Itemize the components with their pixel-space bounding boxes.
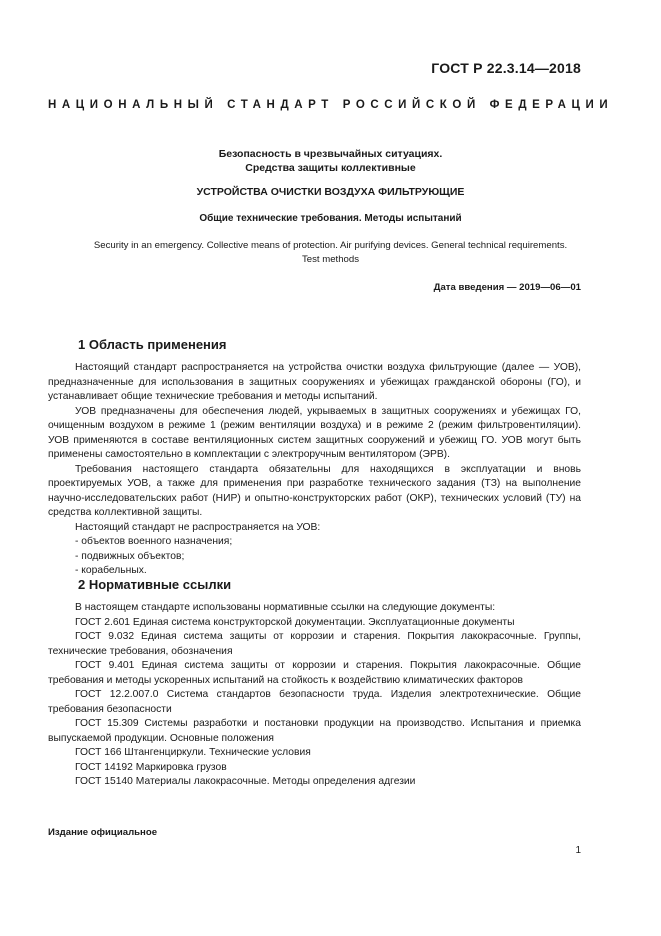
section-1-body [48,361,581,579]
official-edition-label: Издание официальное [48,827,158,838]
paragraph: В настоящем стандарте использованы нормативные ссылки на следующие документы: [75,602,496,613]
english-title-line-1: Security in an emergency. Collective means of protection. Air purifying devices. General technical requirements. [93,240,568,251]
paragraph: Настоящий стандарт не распространяется на УОВ: [75,521,321,533]
section-2-heading: 2 Нормативные ссылки [78,577,232,592]
national-standard-title: НАЦИОНАЛЬНЫЙ СТАНДАРТ РОССИЙСКОЙ ФЕДЕРАЦИИ [48,99,614,111]
list-item: - корабельных. [75,565,147,576]
reference-item: ГОСТ 15.309 Системы разработки и постановки продукции на производство. Испытания и приемка выпускаемой продукции. Основные положения [48,718,581,744]
list-item: - объектов военного назначения; [75,536,233,547]
section-1-heading: 1 Область применения [78,337,227,352]
paragraph: Требования настоящего стандарта обязательны для находящихся в эксплуатации и вновь проектируемых УОВ, а также для применения при разработке технического задания (ТЗ) на выполнение научно-исследовательских работ (НИР) и опытно-конструкторских работ (ОКР), технических условий (ТУ) на средства коллективной защиты. [48,463,581,518]
page-number: 1 [575,845,581,856]
title-line-1: Безопасность в чрезвычайных ситуациях. [218,148,443,160]
subtitle: Общие технические требования. Методы испытаний [199,213,462,224]
english-title [60,239,601,267]
introduction-date: Дата введения — 2019—06—01 [433,282,581,293]
title-line-2: Средства защиты коллективные [245,162,416,174]
english-title-line-2: Test methods [301,254,360,265]
reference-item: ГОСТ 2.601 Единая система конструкторской документации. Эксплуатационные документы [75,616,515,628]
reference-item: ГОСТ 12.2.007.0 Система стандартов безопасности труда. Изделия электротехнические. Общие требования безопасности [48,689,581,715]
standard-code: ГОСТ Р 22.3.14—2018 [431,60,581,76]
reference-item: ГОСТ 9.032 Единая система защиты от коррозии и старения. Покрытия лакокрасочные. Группы, технические требования, обозначения [48,631,581,657]
list-item: - подвижных объектов; [75,550,185,562]
reference-item: ГОСТ 14192 Маркировка грузов [75,761,227,773]
paragraph: УОВ предназначены для обеспечения людей, укрываемых в защитных сооружениях и убежищах ГО, очищенным воздухом в режиме 1 (режим вентиляции воздуха) и в режиме 2 (режим фильтровентиляции). УОВ применяются в составе вентиляционных систем защитных сооружений и убежищ ГО. УОВ могут быть применены самостоятельно в комплектации с электроручным вентилятором (ЭРВ). [48,405,581,460]
reference-item: ГОСТ 166 Штангенциркули. Технические условия [75,747,311,758]
section-2-body [48,601,581,790]
main-title: УСТРОЙСТВА ОЧИСТКИ ВОЗДУХА ФИЛЬТРУЮЩИЕ [196,186,465,198]
reference-item: ГОСТ 15140 Материалы лакокрасочные. Методы определения адгезии [75,776,416,787]
paragraph: Настоящий стандарт распространяется на устройства очистки воздуха фильтрующие (далее — УОВ), предназначенные для использования в защитных сооружениях и убежищах гражданской обороны (ГО), и устанавливает общие технические требования и методы испытаний. [48,362,581,402]
title-block [48,147,613,175]
reference-item: ГОСТ 9.401 Единая система защиты от коррозии и старения. Покрытия лакокрасочные. Общие требования и методы ускоренных испытаний на стойкость к воздействию климатических факторов [48,660,581,686]
